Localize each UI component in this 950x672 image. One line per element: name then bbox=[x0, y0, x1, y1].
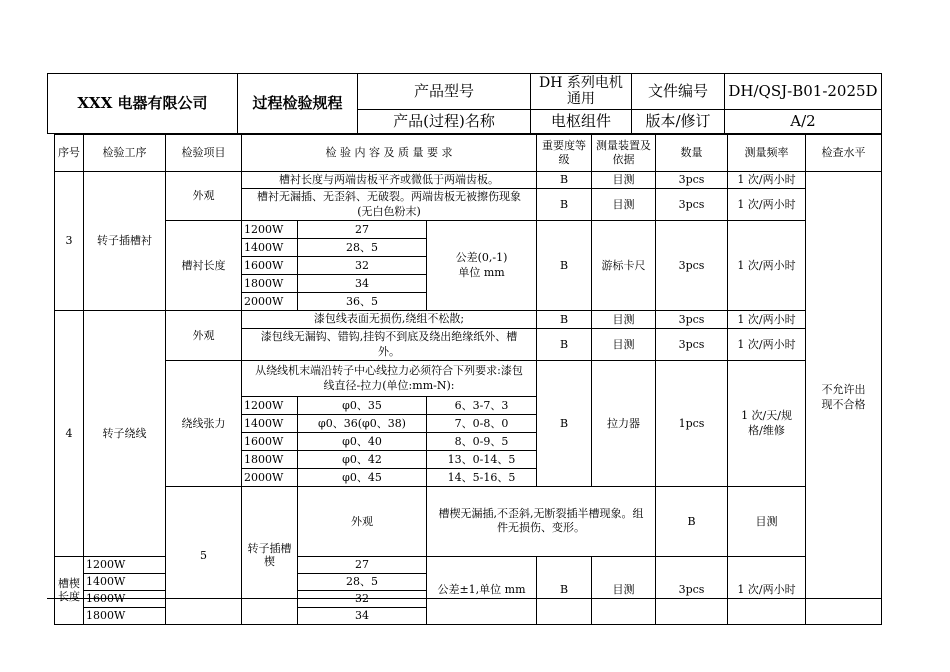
power-cell: 1200W bbox=[84, 556, 166, 573]
item-label: 槽衬长度 bbox=[166, 221, 242, 311]
quantity-cell: 3pcs bbox=[656, 556, 728, 624]
section-number: 4 bbox=[55, 311, 84, 557]
tension-intro: 从绕线机末端沿转子中心线拉力必须符合下列要求:漆包线直径-拉力(单位:mm-N): bbox=[242, 361, 537, 397]
item-label: 槽楔长度 bbox=[55, 556, 84, 624]
doc-number-value: DH/QSJ-B01-2025D bbox=[725, 74, 882, 110]
grade-cell: B bbox=[537, 172, 592, 189]
length-cell: 34 bbox=[298, 607, 427, 624]
power-cell: 1800W bbox=[242, 451, 298, 469]
table-row bbox=[55, 221, 882, 239]
product-name-value: 电枢组件 bbox=[531, 110, 632, 134]
power-cell: 1200W bbox=[242, 221, 298, 239]
length-cell: 27 bbox=[298, 556, 427, 573]
grade-cell: B bbox=[656, 487, 728, 557]
product-model-label: 产品型号 bbox=[358, 74, 531, 110]
column-header-row bbox=[55, 135, 882, 172]
table-row bbox=[55, 311, 882, 329]
requirement-text: 槽衬无漏插、无歪斜、无破裂。两端齿板无被擦伤现象(无白色粉末) bbox=[242, 189, 537, 221]
grade-cell: B bbox=[537, 311, 592, 329]
table-row bbox=[55, 361, 882, 397]
section-process: 转子插槽衬 bbox=[84, 172, 166, 311]
requirement-text: 槽楔无漏插,不歪斜,无断裂插半槽现象。组件无损伤、变形。 bbox=[427, 487, 656, 557]
frequency-cell: 1 次/两小时 bbox=[728, 311, 806, 329]
diameter-cell: φ0、35 bbox=[298, 397, 427, 415]
tension-cell: 7、0-8、0 bbox=[427, 415, 537, 433]
power-cell: 1800W bbox=[84, 607, 166, 624]
product-name-label: 产品(过程)名称 bbox=[358, 110, 531, 134]
length-cell: 36、5 bbox=[298, 293, 427, 311]
power-cell: 1600W bbox=[242, 257, 298, 275]
col-frequency: 测量频率 bbox=[728, 135, 806, 172]
diameter-cell: φ0、45 bbox=[298, 469, 427, 487]
col-grade: 重要度等级 bbox=[537, 135, 592, 172]
check-level-text: 不允许出现不合格 bbox=[821, 383, 866, 411]
check-level-cell bbox=[806, 172, 882, 625]
quantity-cell: 3pcs bbox=[656, 329, 728, 361]
length-cell: 28、5 bbox=[298, 573, 427, 590]
length-cell: 32 bbox=[298, 257, 427, 275]
grade-cell: B bbox=[537, 329, 592, 361]
frequency-cell: 1 次/两小时 bbox=[728, 221, 806, 311]
frequency-cell: 1 次/两小时 bbox=[728, 329, 806, 361]
section-process: 转子插槽楔 bbox=[242, 487, 298, 625]
frequency-cell: 1 次/两小时 bbox=[728, 189, 806, 221]
tolerance-cell: 公差(0,-1)单位 mm bbox=[427, 221, 537, 311]
device-cell: 游标卡尺 bbox=[592, 221, 656, 311]
device-cell: 目测 bbox=[592, 556, 656, 624]
item-label: 外观 bbox=[166, 172, 242, 221]
col-check-level: 检查水平 bbox=[806, 135, 882, 172]
device-cell: 目测 bbox=[592, 311, 656, 329]
tension-cell: 6、3-7、3 bbox=[427, 397, 537, 415]
power-cell: 1600W bbox=[242, 433, 298, 451]
power-cell: 1400W bbox=[242, 239, 298, 257]
power-cell: 1400W bbox=[84, 573, 166, 590]
item-label: 外观 bbox=[298, 487, 427, 557]
frequency-cell: 1 次/两小时 bbox=[728, 172, 806, 189]
inspection-table bbox=[54, 134, 882, 625]
tolerance-cell: 公差±1,单位 mm bbox=[427, 556, 537, 624]
grade-cell: B bbox=[537, 221, 592, 311]
device-cell: 目测 bbox=[592, 172, 656, 189]
col-device: 测量装置及依据 bbox=[592, 135, 656, 172]
tension-cell: 8、0-9、5 bbox=[427, 433, 537, 451]
grade-cell: B bbox=[537, 556, 592, 624]
length-cell: 34 bbox=[298, 275, 427, 293]
frequency-cell: 1 次/两小时 bbox=[728, 556, 806, 624]
grade-cell: B bbox=[537, 189, 592, 221]
quantity-cell: 3pcs bbox=[656, 172, 728, 189]
section-number: 5 bbox=[166, 487, 242, 625]
section-number: 3 bbox=[55, 172, 84, 311]
power-cell: 1400W bbox=[242, 415, 298, 433]
version-value: A/2 bbox=[725, 110, 882, 134]
table-row bbox=[55, 487, 882, 557]
document-title: 过程检验规程 bbox=[238, 74, 358, 134]
quantity-cell: 3pcs bbox=[656, 189, 728, 221]
requirement-text: 漆包线表面无损伤,绕组不松散; bbox=[242, 311, 537, 329]
col-quantity: 数量 bbox=[656, 135, 728, 172]
version-label: 版本/修订 bbox=[632, 110, 725, 134]
quantity-cell: 3pcs bbox=[656, 311, 728, 329]
col-requirement: 检 验 内 容 及 质 量 要 求 bbox=[242, 135, 537, 172]
product-model-value: DH 系列电机通用 bbox=[531, 74, 632, 110]
device-cell: 目测 bbox=[592, 329, 656, 361]
requirement-text: 槽衬长度与两端齿板平齐或微低于两端齿板。 bbox=[242, 172, 537, 189]
table-row bbox=[55, 172, 882, 189]
col-process: 检验工序 bbox=[84, 135, 166, 172]
diameter-cell: φ0、36(φ0、38) bbox=[298, 415, 427, 433]
frequency-cell: 1 次/天/规格/维修 bbox=[728, 361, 806, 487]
power-cell: 1200W bbox=[242, 397, 298, 415]
col-item: 检验项目 bbox=[166, 135, 242, 172]
length-cell: 27 bbox=[298, 221, 427, 239]
power-cell: 1600W bbox=[84, 590, 166, 607]
power-cell: 1800W bbox=[242, 275, 298, 293]
diameter-cell: φ0、40 bbox=[298, 433, 427, 451]
section-process: 转子绕线 bbox=[84, 311, 166, 557]
col-no: 序号 bbox=[55, 135, 84, 172]
grade-cell: B bbox=[537, 361, 592, 487]
power-cell: 2000W bbox=[242, 469, 298, 487]
document-header bbox=[47, 73, 882, 134]
item-label: 外观 bbox=[166, 311, 242, 361]
company-name: XXX 电器有限公司 bbox=[48, 74, 238, 134]
power-cell: 2000W bbox=[242, 293, 298, 311]
device-cell: 目测 bbox=[592, 189, 656, 221]
requirement-text: 漆包线无漏钩、错钩,挂钩不到底及绕出绝缘纸外、槽外。 bbox=[242, 329, 537, 361]
page-bottom-rule bbox=[47, 598, 881, 599]
tension-cell: 13、0-14、5 bbox=[427, 451, 537, 469]
device-cell: 目测 bbox=[728, 487, 806, 557]
length-cell: 32 bbox=[298, 590, 427, 607]
diameter-cell: φ0、42 bbox=[298, 451, 427, 469]
length-cell: 28、5 bbox=[298, 239, 427, 257]
device-cell: 拉力器 bbox=[592, 361, 656, 487]
item-label: 绕线张力 bbox=[166, 361, 242, 487]
quantity-cell: 3pcs bbox=[656, 221, 728, 311]
doc-number-label: 文件编号 bbox=[632, 74, 725, 110]
tension-cell: 14、5-16、5 bbox=[427, 469, 537, 487]
quantity-cell: 1pcs bbox=[656, 361, 728, 487]
